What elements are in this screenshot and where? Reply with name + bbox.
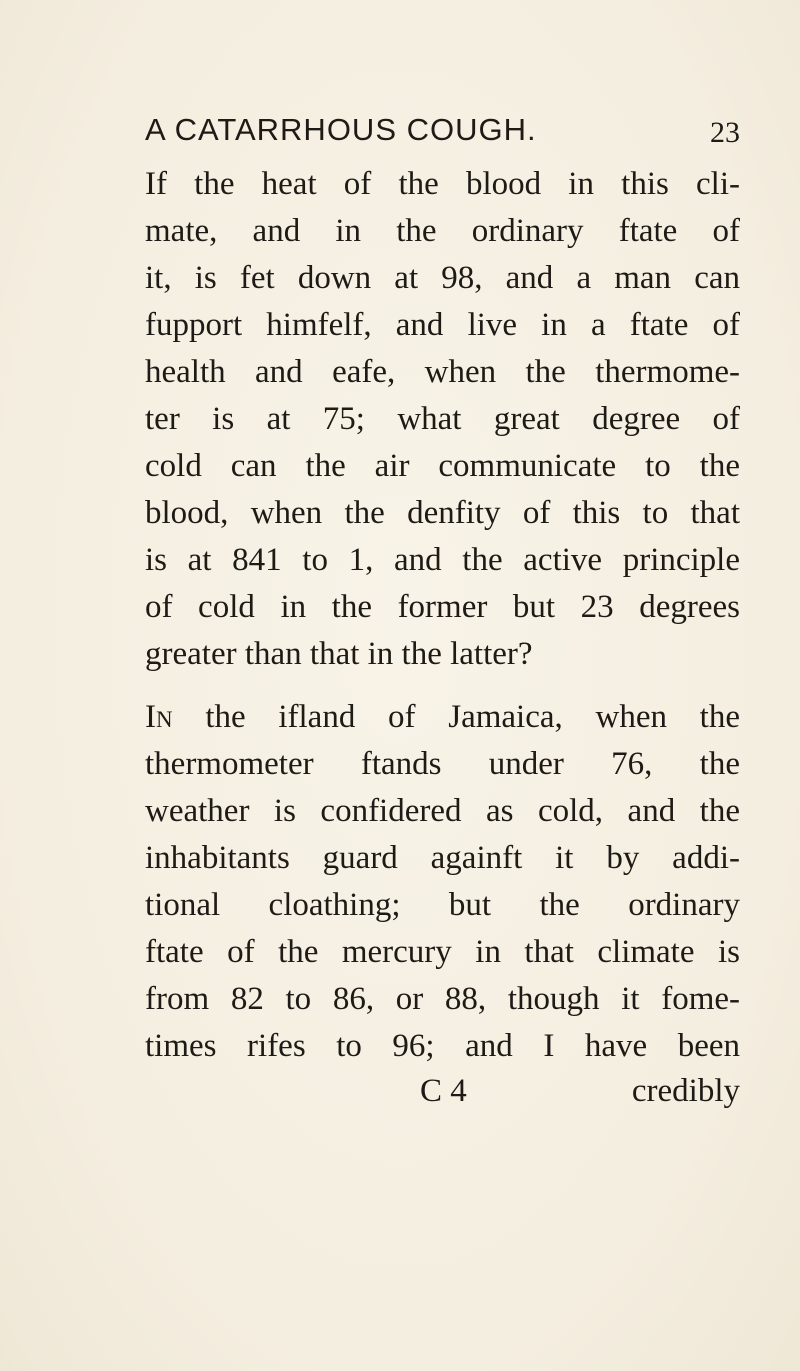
text-line: times rifes to 96; and I have been	[145, 1028, 740, 1064]
text-line	[145, 697, 740, 737]
text-line: tional cloathing; but the ordinary	[145, 887, 740, 923]
text-line: blood, when the denfity of this to that	[145, 495, 740, 531]
page-header	[145, 112, 755, 158]
text-line: mate, and in the ordinary ftate of	[145, 213, 740, 249]
text-line: weather is confidered as cold, and the	[145, 793, 740, 829]
signature-mark: C 4	[420, 1073, 467, 1109]
text-line: greater than that in the latter?	[145, 636, 533, 672]
text-line: of cold in the former but 23 degrees	[145, 589, 740, 625]
text-line: inhabitants guard againft it by addi-	[145, 840, 740, 876]
paragraph-initial-word: In	[145, 699, 173, 735]
page-footer	[145, 1073, 740, 1117]
text-line: thermometer ftands under 76, the	[145, 746, 740, 782]
running-head: A CATARRHOUS COUGH.	[145, 112, 537, 147]
text-line: ter is at 75; what great degree of	[145, 401, 740, 437]
text-line: If the heat of the blood in this cli-	[145, 166, 740, 202]
text-line: it, is fet down at 98, and a man can	[145, 260, 740, 296]
catchword: credibly	[631, 1073, 740, 1109]
text-line: from 82 to 86, or 88, though it fome-	[145, 981, 740, 1017]
text-line: fupport himfelf, and live in a ftate of	[145, 307, 740, 343]
text-line: health and eafe, when the thermome-	[145, 354, 740, 390]
text-line: cold can the air communicate to the	[145, 448, 740, 484]
page-number: 23	[710, 116, 740, 149]
text-line-rest: the ifland of Jamaica, when the	[172, 699, 740, 735]
text-line: is at 841 to 1, and the active principle	[145, 542, 740, 578]
text-line: ftate of the mercury in that climate is	[145, 934, 740, 970]
